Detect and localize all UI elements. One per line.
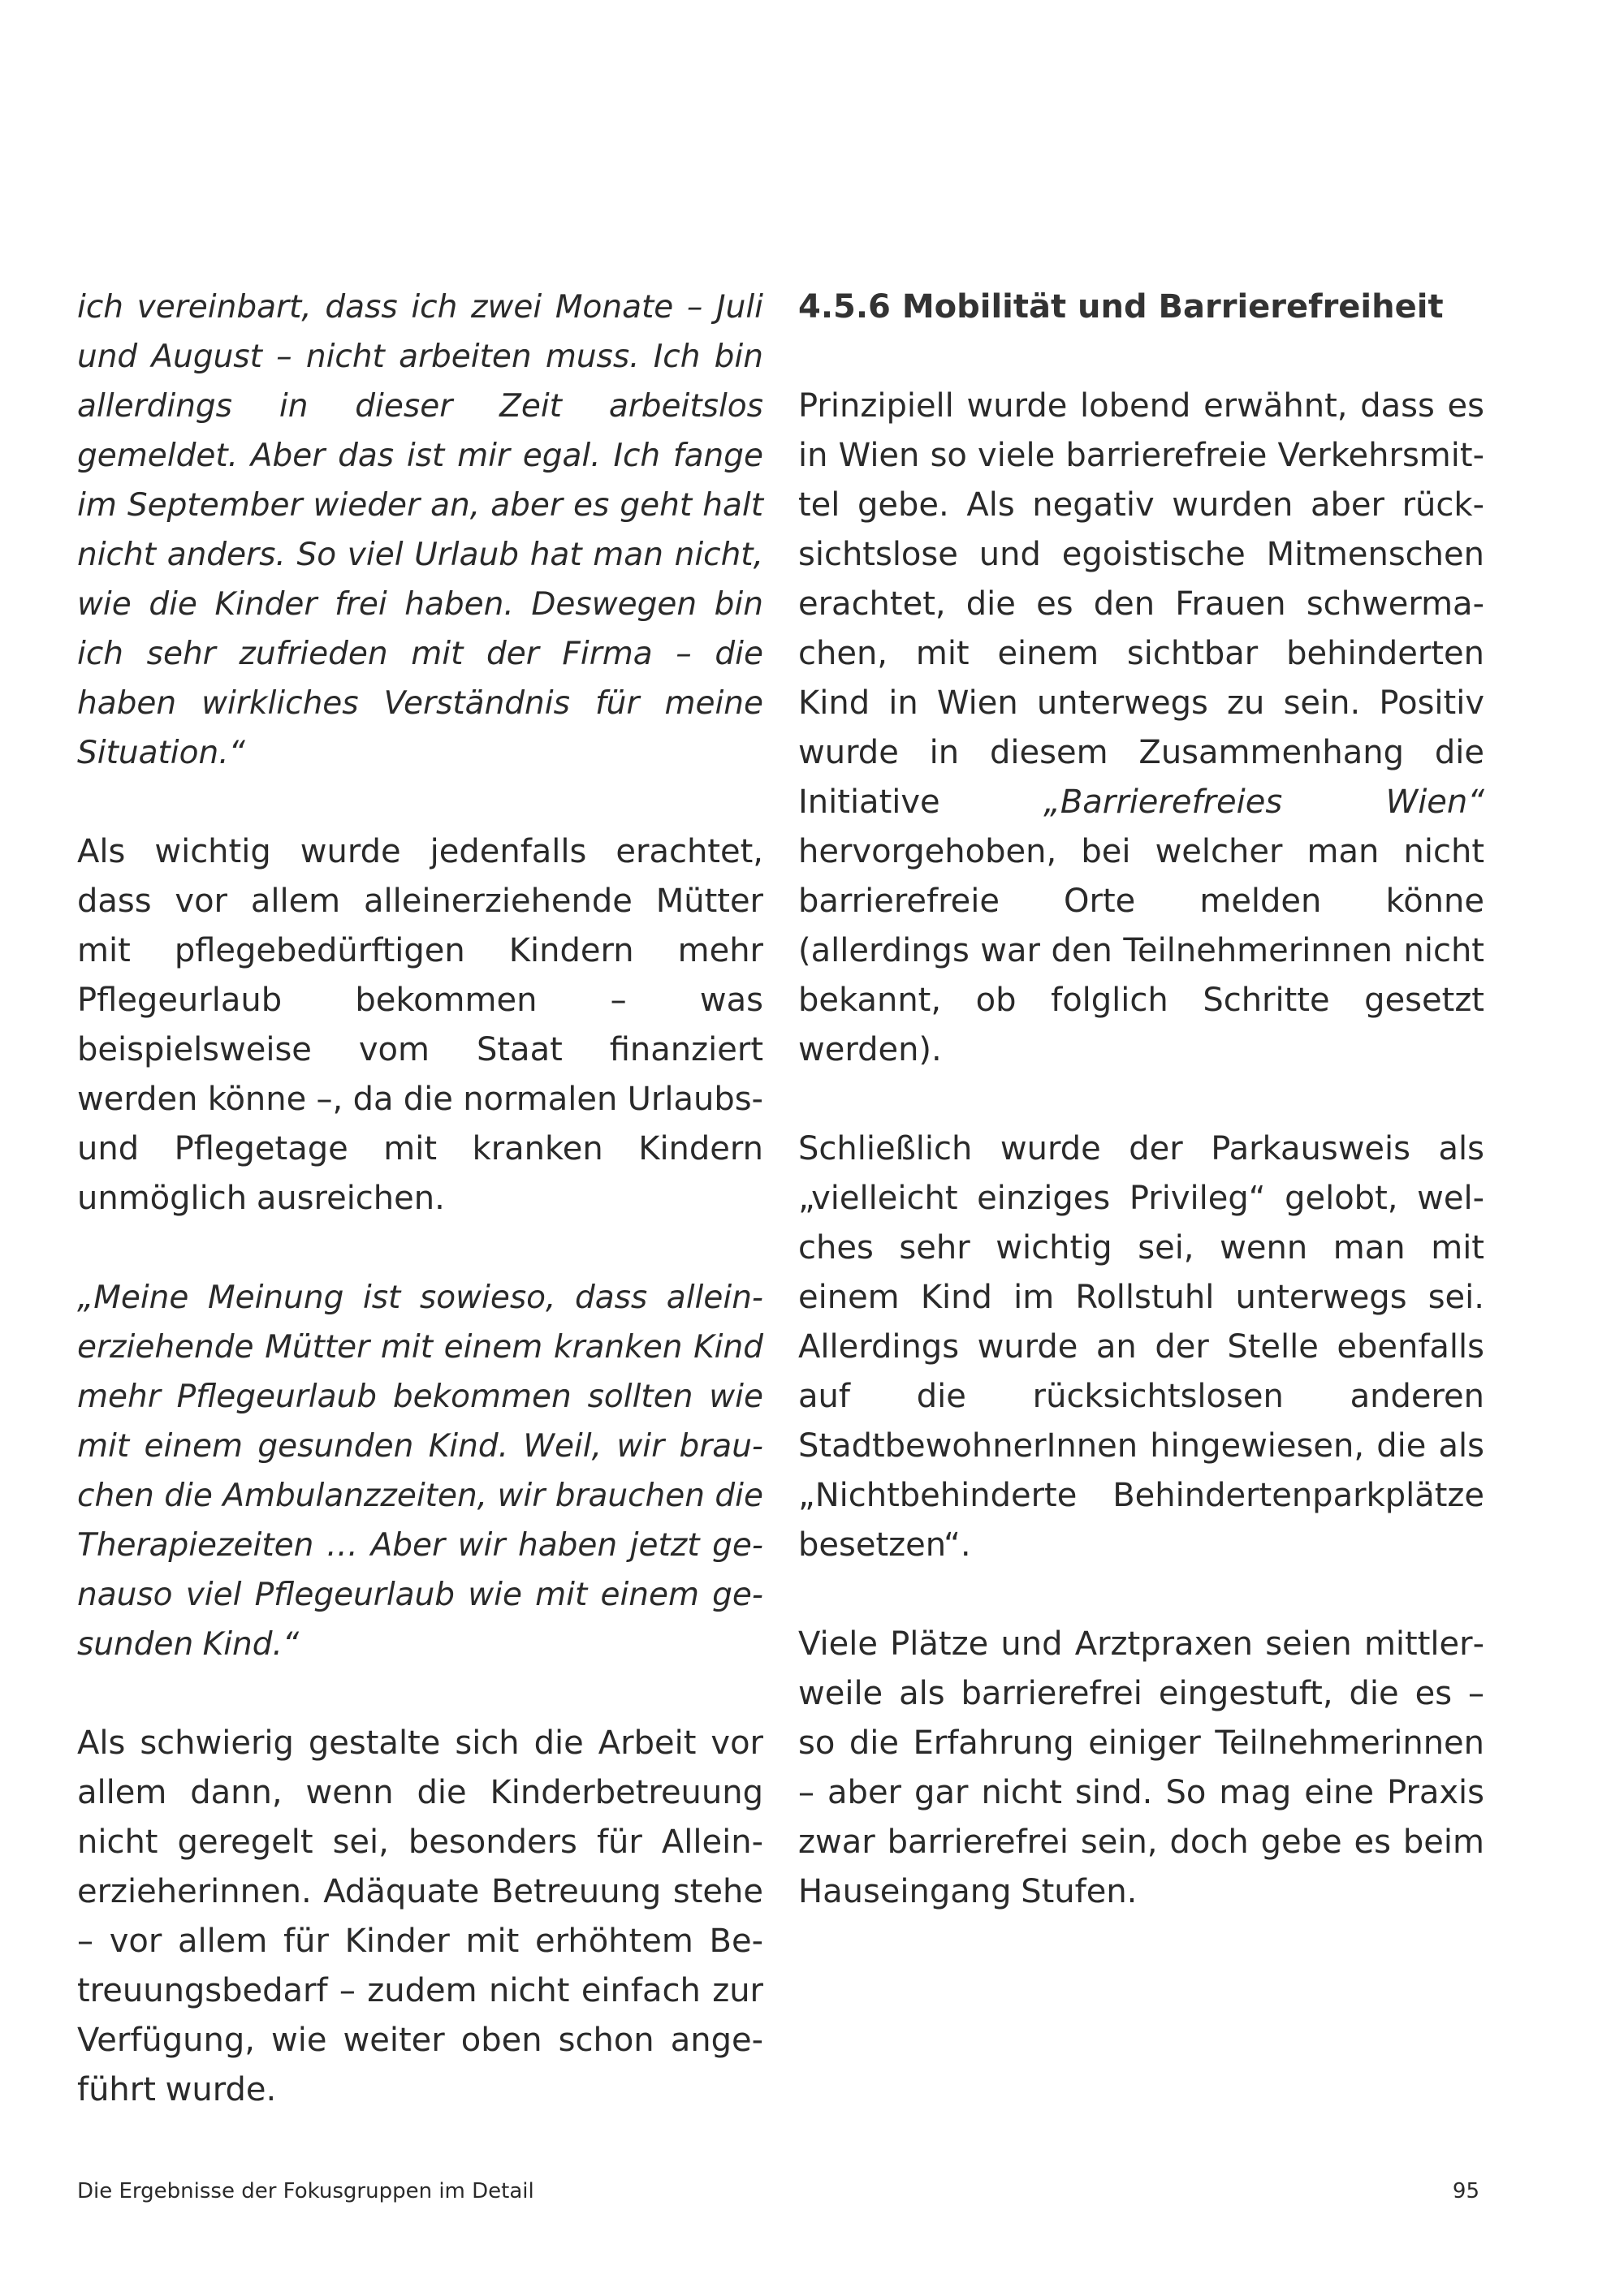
right-column: [798, 283, 1484, 1917]
interview-quote-2: „Meine Meinung ist sowieso, dass alleinerziehende Mütter mit einem kranken Kind mehr Pflegeurlaub bekommen sollten wie mit einem gesunden Kind. Weil, wir brauchen die Ambulanzzeiten, wir brauchen die Therapiezeiten … Aber wir haben jetzt genauso viel Pflegeurlaub wie mit einem gesunden Kind.“: [77, 1280, 763, 1663]
section-heading: 4.5.6 Mobilität und Barrierefreiheit: [798, 288, 1444, 326]
body-paragraph-barrier-free-places: Viele Plätze und Arztpraxen seien mittlerweile als barrierefrei eingestuft, die es – so die Erfahrung einiger Teilnehmerinnen – aber gar nicht sind. So mag eine Praxis zwar barrierefrei sein, doch gebe es beim Hauseingang Stufen.: [798, 1625, 1484, 1910]
body-paragraph-mobility: [798, 382, 1484, 1075]
body-paragraph-care-leave: Als wichtig wurde jedenfalls erachtet, dass vor allem alleinerziehende Mütter mit pflegebedürftigen Kindern mehr Pflegeurlaub bekommen – was beispielsweise vom Staat finanziert werden könne –, da die normalen Urlaubs- und Pflegetage mit kranken Kindern unmöglich ausreichen.: [77, 833, 763, 1217]
paragraph-text-end: hervorgehoben, bei welcher man nicht barrierefreie Orte melden könne (allerdings war den Teilnehmerinnen nicht bekannt, ob folglich Schritte gesetzt werden).: [798, 833, 1484, 1068]
left-column: [77, 283, 763, 2115]
body-paragraph-parking-permit: Schließlich wurde der Parkausweis als „vielleicht einziges Privileg“ gelobt, welches sehr wichtig sei, wenn man mit einem Kind im Rollstuhl unterwegs sei. Allerdings wurde an der Stelle ebenfalls auf die rücksichtslosen anderen StadtbewohnerInnen hingewiesen, die als „Nichtbehinderte Behindertenparkplätze besetzen“.: [798, 1130, 1484, 1564]
running-footer-title: Die Ergebnisse der Fokusgruppen im Detail: [77, 2179, 534, 2203]
initiative-name: „Barrierefreies Wien“: [1043, 783, 1484, 821]
body-paragraph-childcare: Als schwierig gestalte sich die Arbeit vor allem dann, wenn die Kinderbetreuung nicht geregelt sei, besonders für Alleinerzieherinnen. Adäquate Betreuung stehe – vor allem für Kinder mit erhöhtem Betreuungsbedarf – zudem nicht einfach zur Verfügung, wie weiter oben schon angeführt wurde.: [77, 1724, 763, 2108]
page-number: 95: [1452, 2179, 1479, 2203]
paragraph-text-start: Prinzipiell wurde lobend erwähnt, dass es in Wien so viele barrierefreie Verkehrsmittel gebe. Als negativ wurden aber rücksichtslose und egoistische Mitmenschen erachtet, die es den Frauen schwermachen, mit einem sichtbar behinderten Kind in Wien unterwegs zu sein. Positiv wurde in diesem Zusammenhang die Initiative: [798, 387, 1484, 821]
interview-quote-1: ich vereinbart, dass ich zwei Monate – Juli und August – nicht arbeiten muss. Ich bin allerdings in dieser Zeit arbeitslos gemeldet. Aber das ist mir egal. Ich fange im September wieder an, aber es geht halt nicht anders. So viel Urlaub hat man nicht, wie die Kinder frei haben. Deswegen bin ich sehr zufrieden mit der Firma – die haben wirkliches Verständnis für meine Situation.“: [77, 289, 763, 771]
